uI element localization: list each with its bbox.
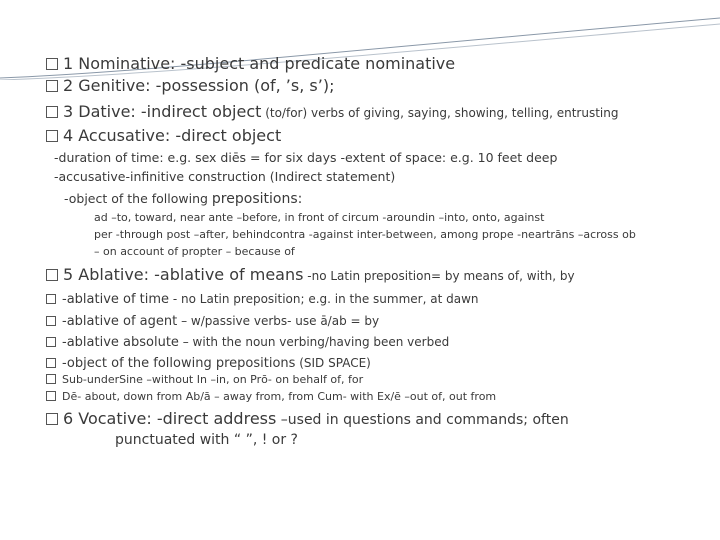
case-dative: 3 Dative: -indirect object (to/for) verbs of giving, saying, showing, telling, entrusting <box>46 102 618 121</box>
vocative-continued: punctuated with “ ”, ! or ? <box>115 432 298 448</box>
acc-duration: -duration of time: e.g. sex diēs = for six days -extent of space: e.g. 10 feet deep <box>54 150 558 165</box>
bullet-icon <box>46 294 56 304</box>
case-vocative: 6 Vocative: -direct address –used in questions and commands; often <box>46 409 569 428</box>
bullet-icon <box>46 358 56 368</box>
bullet-icon <box>46 130 58 142</box>
bullet-icon <box>46 374 56 384</box>
abl-agent: -ablative of agent – w/passive verbs- use ā/ab = by <box>46 310 379 329</box>
bullet-icon <box>46 316 56 326</box>
acc-prep-line-1: ad –to, toward, near ante –before, in front of circum -aroundin –into, onto, against <box>94 211 545 224</box>
acc-prep-line-3: – on account of propter – because of <box>94 245 295 258</box>
bullet-icon <box>46 337 56 347</box>
bullet-icon <box>46 58 58 70</box>
abl-absolute: -ablative absolute – with the noun verbing/having been verbed <box>46 331 449 350</box>
bullet-icon <box>46 80 58 92</box>
case-nominative: 1 Nominative: -subject and predicate nominative <box>46 54 455 73</box>
bullet-icon <box>46 391 56 401</box>
abl-time: -ablative of time - no Latin preposition; e.g. in the summer, at dawn <box>46 288 479 307</box>
abl-prep-line-1: Sub-underSine –without In –in, on Prō- on behalf of, for <box>46 373 363 386</box>
acc-prep-heading: -object of the following prepositions: <box>64 191 303 207</box>
acc-prep-line-2: per -through post –after, behindcontra -against inter-between, among prope -neartrāns –across ob <box>94 228 636 241</box>
bullet-icon <box>46 269 58 281</box>
case-ablative: 5 Ablative: -ablative of means -no Latin preposition= by means of, with, by <box>46 265 575 284</box>
bullet-icon <box>46 106 58 118</box>
acc-infinitive: -accusative-infinitive construction (Indirect statement) <box>54 169 396 184</box>
case-genitive: 2 Genitive: -possession (of, ’s, s’); <box>46 76 334 95</box>
abl-prep-line-2: Dē- about, down from Ab/ā – away from, from Cum- with Ex/ē –out of, out from <box>46 390 496 403</box>
bullet-icon <box>46 413 58 425</box>
abl-object: -object of the following prepositions (SID SPACE) <box>46 352 371 371</box>
case-accusative: 4 Accusative: -direct object <box>46 126 281 145</box>
